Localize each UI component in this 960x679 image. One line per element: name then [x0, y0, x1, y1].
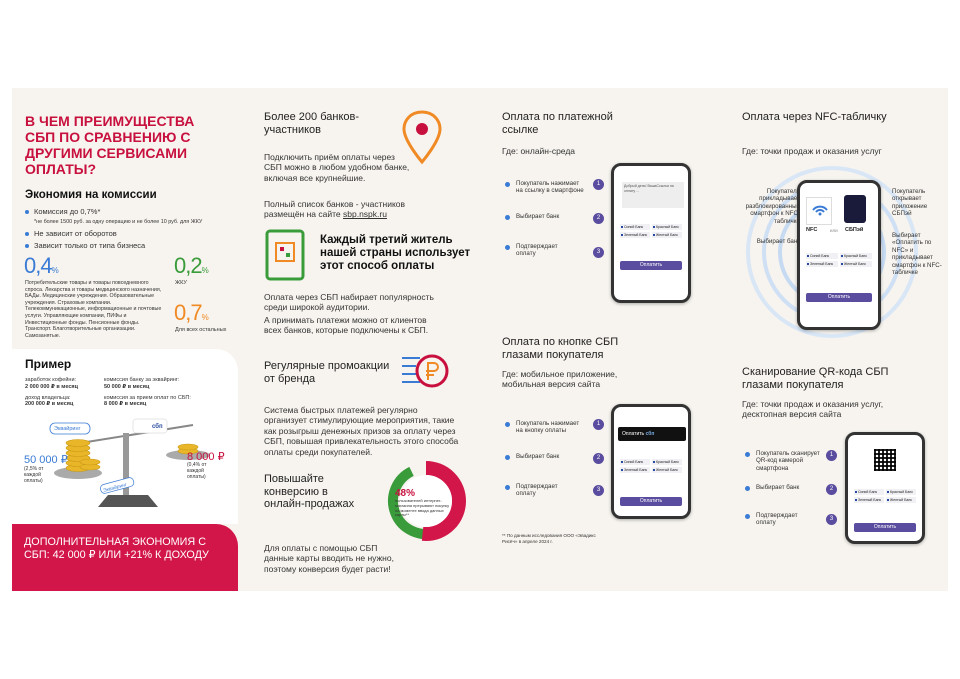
- step-1: 1: [826, 450, 837, 461]
- button-step3: Подтверждает оплату: [516, 483, 558, 498]
- right-pct: (0,4% от каждой оплаты): [187, 462, 207, 480]
- bullet-commission: Комиссия до 0,7%* *не более 1500 руб. за одну операцию и не более 10 руб. для ЖКУ: [25, 207, 230, 226]
- link-step3: Подтверждает оплату: [516, 243, 558, 258]
- bullet-dot: [505, 215, 510, 220]
- example-left: заработок кофейни: 2 000 000 ₽ в месяц доход владельца: 200 000 ₽ в месяц: [25, 377, 78, 408]
- phone-link: [611, 163, 691, 303]
- button-step2: Выбирает банк: [516, 453, 560, 460]
- rate-07-text: Для всех остальных: [175, 327, 227, 333]
- link-step2: Выбирает банк: [516, 213, 560, 220]
- phone-qr: [845, 432, 925, 544]
- banks-text1: Подключить приём оплаты через СБП можно в любом удобном банке, включая все крупнейшие.: [264, 152, 410, 183]
- bullet-dot: [745, 514, 750, 519]
- banks-title: Более 200 банков-участников: [264, 111, 360, 136]
- conv-note: пользователей интернет-магазина прерывают покупку на моменте ввода данных карты**: [395, 498, 450, 518]
- sbpay-app-icon: [844, 195, 866, 223]
- bullet-dot: [505, 455, 510, 460]
- nfc-title: Оплата через NFC-табличку: [742, 111, 887, 123]
- rate-04: 0,4%: [24, 253, 58, 278]
- pay-button[interactable]: Оплатить: [854, 523, 916, 532]
- pay-button[interactable]: Оплатить: [620, 261, 682, 270]
- wifi-nfc-icon: [807, 198, 833, 218]
- qr-step2: Выбирает банк: [756, 484, 800, 491]
- qr-code-icon: [874, 449, 896, 471]
- main-title: В ЧЕМ ПРЕИМУЩЕСТВА СБП ПО СРАВНЕНИЮ С ДРУГИМИ СЕРВИСАМИ ОПЛАТЫ?: [25, 113, 195, 177]
- sbp-pay-button[interactable]: Оплатить сбп: [618, 427, 686, 441]
- sbp-link[interactable]: sbp.nspk.ru: [343, 209, 387, 220]
- promo-title: Регулярные промоакции от бренда: [264, 360, 390, 385]
- bullet-dot: [505, 245, 510, 250]
- nfc-tag: [806, 197, 832, 225]
- link-title: Оплата по платежной ссылке: [502, 111, 613, 136]
- bullet-dot: [745, 486, 750, 491]
- qr-title: Сканирование QR-кода СБП глазами покупателя: [742, 366, 889, 391]
- button-title: Оплата по кнопке СБП глазами покупателя: [502, 336, 619, 361]
- example-right: комиссия банку за эквайринг: 50 000 ₽ в месяц комиссия за прием оплат по СБП: 8 000 ₽ в месяц: [104, 377, 191, 408]
- qr-step1: Покупатель сканирует QR-код камерой смартфона: [756, 450, 820, 472]
- step-3: 3: [593, 485, 604, 496]
- banks-text2: Полный список банков - участников размещён на сайте sbp.nspk.ru: [264, 199, 406, 220]
- button-step1: Покупатель нажимает на кнопку оплаты: [516, 420, 580, 435]
- bottom-banner: ДОПОЛНИТЕЛЬНАЯ ЭКОНОМИЯ С СБП: 42 000 ₽ ИЛИ +21% К ДОХОДУ: [12, 524, 238, 591]
- bullet-turnover: Не зависит от оборотов: [25, 229, 230, 238]
- right-amount: 8 000 ₽: [187, 451, 225, 463]
- savings-list: [25, 207, 230, 250]
- button-where: Где: мобильное приложение, мобильная версия сайта: [502, 369, 618, 390]
- rate-07: 0,7%: [174, 300, 208, 325]
- link-step1: Покупатель нажимает на ссылку в смартфоне: [516, 180, 584, 195]
- nfc-right2: Выбирает «Оплатить по NFC» и прикладывает смартфон к NFC-табличке: [892, 232, 942, 277]
- step-3: 3: [593, 247, 604, 258]
- example-title: Пример: [25, 357, 72, 371]
- nfc-label: NFC: [806, 227, 818, 233]
- rate-02: 0,2%: [174, 253, 208, 278]
- pay-button[interactable]: Оплатить: [806, 293, 872, 302]
- sbpay-label: СБПэй: [845, 227, 864, 233]
- ruble-promo-icon: [400, 350, 450, 394]
- third-text1: Оплата через СБП набирает популярность среди широкой аудитории.: [264, 292, 434, 313]
- step-3: 3: [826, 514, 837, 525]
- rate-04-text: Потребительские товары и товары повседневного спроса. Лекарства и товары медицинского назначения, БАДы. Медицинские учреждения. Образовательные учреждения. Страховые компании. Телекоммуникационные, информационные и почтовые услуги. Управляющие компании, ПИФы и Инвестиционные фонды. Пенсионные фонды. Транспорт. Благотворительные организации. Самозанятые.: [25, 280, 162, 339]
- chat-bubble: Добрый день! ВашаСсылка на оплату ...: [622, 182, 684, 208]
- bank-list: Синий Банк Красный Банк Зеленый Банк Желтый Банк: [620, 224, 682, 238]
- nfc-or: или: [830, 228, 838, 233]
- step-2: 2: [593, 453, 604, 464]
- footnote: ** По данным исследования ООО «Эвадикс Рисёч» в апреле 2024 г.: [502, 533, 596, 544]
- nfc-right1: Покупатель открывает приложение СБПэй: [892, 188, 928, 218]
- third-title: Каждый третий житель нашей страны использует этот способ оплаты: [320, 234, 471, 272]
- bank-list: Синий Банк Красный Банк Зеленый Банк Желтый Банк: [854, 489, 916, 503]
- qr-where: Где: точки продаж и оказания услуг, десктопная версия сайта: [742, 399, 884, 420]
- bullet-business: Зависит только от типа бизнеса: [25, 241, 230, 250]
- bank-list: Синий Банк Красный Банк Зеленый Банк Желтый Банк: [620, 459, 682, 473]
- rate-02-text: ЖКУ: [175, 280, 187, 286]
- nfc-left1: Покупатель прикладывает разблокированный смартфон к NFC-табличке: [745, 188, 800, 225]
- left-amount: 50 000 ₽: [24, 454, 68, 466]
- sbp-logo-tag: сбп: [152, 424, 163, 430]
- phone-qr-icon: [264, 229, 306, 281]
- savings-title: Экономия на комиссии: [25, 189, 157, 201]
- nfc-left2: Выбирает банк: [756, 238, 800, 245]
- left-pct: (2,5% от каждой оплаты): [24, 466, 44, 484]
- qr-step3: Подтверждает оплату: [756, 512, 798, 527]
- scale-left-tag: Эквайринг: [54, 426, 81, 432]
- phone-nfc: [797, 180, 881, 330]
- link-where: Где: онлайн-среда: [502, 146, 576, 156]
- conv-title: Повышайте конверсию в онлайн-продажах: [264, 473, 355, 510]
- bullet-dot: [505, 422, 510, 427]
- phone-button: [611, 404, 691, 519]
- scale-base-tag: Эквайринг: [102, 481, 128, 495]
- step-1: 1: [593, 419, 604, 430]
- third-text2: А принимать платежи можно от клиентов всех банков, которые подключены к СБП.: [264, 315, 429, 336]
- step-2: 2: [826, 484, 837, 495]
- nfc-where: Где: точки продаж и оказания услуг: [742, 146, 882, 156]
- bullet-dot: [505, 485, 510, 490]
- pay-button[interactable]: Оплатить: [620, 497, 682, 506]
- bank-list: Синий Банк Красный Банк Зеленый Банк Желтый Банк: [806, 253, 872, 267]
- conv-pct: 48%: [395, 488, 416, 499]
- step-1: 1: [593, 179, 604, 190]
- bullet-dot: [745, 452, 750, 457]
- promo-text: Система быстрых платежей регулярно организует стимулирующие мероприятия, такие как розыгрыш денежных призов за оплату через СБП, повышая привлекательность этого способа оплаты среди покупателей.: [264, 405, 459, 457]
- conv-text: Для оплаты с помощью СБП данные карты вводить не нужно, поэтому конверсия будет расти!: [264, 543, 394, 574]
- bullet-dot: [505, 182, 510, 187]
- step-2: 2: [593, 213, 604, 224]
